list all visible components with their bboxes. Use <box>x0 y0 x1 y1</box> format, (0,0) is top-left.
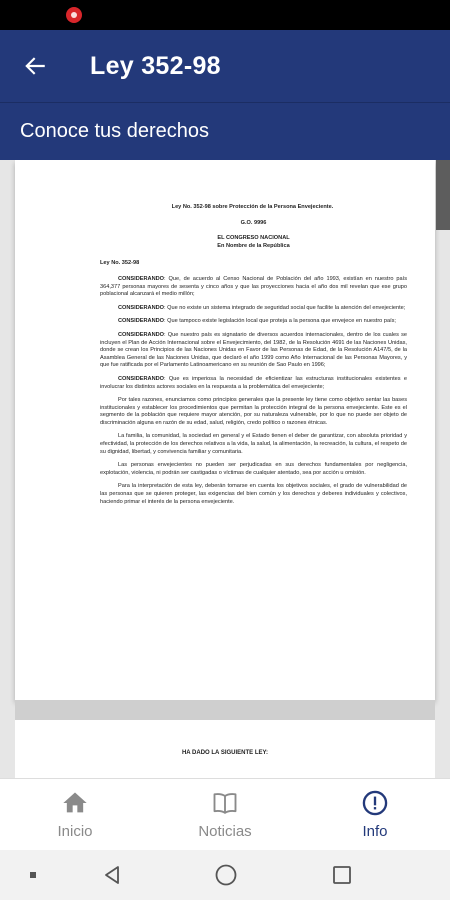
document-title: Ley No. 352-98 sobre Protección de la Persona Envejeciente. <box>171 204 334 210</box>
nav-item-inicio[interactable] <box>0 779 150 850</box>
nav-label-inicio: Inicio <box>57 823 93 840</box>
document-page-2 <box>15 720 435 778</box>
back-button[interactable] <box>0 30 70 102</box>
pdf-viewer[interactable] <box>0 160 450 778</box>
document-paragraph <box>100 332 407 370</box>
paragraph-text: : Que es imperiosa la necesidad de eficientizar las estructuras institucionales existentes e involucrar los distintos actores sociales en la respuesta a la problemática del envejeciente; <box>100 375 407 390</box>
paragraph-text: : Que, de acuerdo al Censo Nacional de Población del año 1993, existían en nuestro país 364,377 personas mayores de sesenta y cinco años y que las proyecciones hacia el año dos mil revelan que ese grupo poblacional alcanzará el medio millón; <box>100 275 407 298</box>
document-content <box>15 160 435 506</box>
document-paragraph <box>100 462 407 477</box>
congress-heading: EL CONGRESO NACIONAL <box>217 235 290 242</box>
square-recents-icon <box>331 864 353 886</box>
paragraph-label: CONSIDERANDO <box>118 331 164 338</box>
system-home-button[interactable] <box>206 850 246 900</box>
paragraph-label: CONSIDERANDO <box>118 375 164 382</box>
page2-heading: HA DADO LA SIGUIENTE LEY: <box>181 750 269 756</box>
document-page-1 <box>15 160 435 700</box>
system-recents-button[interactable] <box>322 850 362 900</box>
paragraph-text: : Que nuestro país es signatario de diversos acuerdos internacionales, dentro de los cuales se incluyen el Plan de Acción Internacional sobre el Envejecimiento, del 1982, de la Resolución 4691 de las Naciones Unidas, donde se crean los Principios de las Naciones Unidas en Favor de las Personas de Edad, de la Resolución A147/5, de la Asamblea General de las Naciones Unidas, que declaró el año 1999 como Año Internacional de las Personas Mayores, y que fue ratificada por el Parlamento Latinoamericano en su reunión de Sao Paulo en 1996; <box>100 331 407 369</box>
republic-heading: En Nombre de la República <box>217 242 290 249</box>
paragraph-text: Para la interpretación de esta ley, deberán tomarse en cuenta los objetivos sociales, el grado de vulnerabilidad de las personas que se quieren proteger, las exigencias del bien común y los derechos y deberes individuales y colectivos, haciendo primar el interés de la persona envejeciente. <box>100 483 407 505</box>
nav-label-info: Info <box>362 823 388 840</box>
section-header <box>0 102 450 160</box>
system-navigation-bar <box>0 850 450 900</box>
document-paragraph <box>100 318 407 326</box>
document-paragraph <box>100 276 407 299</box>
document-paragraph <box>100 397 407 427</box>
bottom-navigation <box>0 778 450 850</box>
paragraph-label: CONSIDERANDO <box>118 304 164 311</box>
nav-item-noticias[interactable] <box>150 779 300 850</box>
paragraph-label: CONSIDERANDO <box>118 275 164 282</box>
paragraph-text: : Que no existe un sistema integrado de seguridad social que facilite la atención del envejeciente; <box>164 304 406 311</box>
paragraph-text: : Que tampoco existe legislación local que proteja a la persona que envejece en nuestro país; <box>164 318 396 325</box>
triangle-back-icon <box>101 864 123 886</box>
app-bar <box>0 30 450 102</box>
paragraph-text: Por tales razones, enunciamos como principios generales que la presente ley tiene como objetivo sentar las bases institucionales y establecer los procedimientos que permitan la protección integral de la persona envejeciente. Este es el segmento de la población que requiere mayor atención, por su naturaleza vulnerable, por lo que no puede ser objeto de discriminación alguna en razón de su edad, salud, religión, credo político o razones étnicas. <box>100 397 407 426</box>
document-paragraph <box>100 433 407 456</box>
document-paragraphs <box>100 276 407 506</box>
circle-home-icon <box>214 863 238 887</box>
scrollbar-thumb[interactable] <box>436 160 450 230</box>
gazette-number: G.O. 9996 <box>240 219 267 226</box>
document-paragraph <box>100 305 407 313</box>
nav-label-noticias: Noticias <box>198 823 252 840</box>
section-title: Conoce tus derechos <box>20 120 210 142</box>
page-gap <box>15 700 435 720</box>
arrow-left-icon <box>22 53 48 79</box>
system-back-button[interactable] <box>92 850 132 900</box>
page-title: Ley 352-98 <box>90 51 221 80</box>
law-reference: Ley No. 352-98 <box>100 260 140 267</box>
paragraph-label: CONSIDERANDO <box>118 318 164 325</box>
status-bar <box>0 0 450 30</box>
nav-item-info[interactable] <box>300 779 450 850</box>
paragraph-text: La familia, la comunidad, la sociedad en general y el Estado tienen el deber de garantizar, con absoluta prioridad y efectividad, la protección de los derechos relativos a la vida, la salud, la alimentación, la recreación, la cultura, el respeto de su dignidad, libertad, y convivencia familiar y comunitaria. <box>100 433 407 455</box>
info-icon <box>361 789 389 817</box>
dot-icon <box>28 870 38 880</box>
notification-icon <box>66 7 82 23</box>
document-paragraph <box>100 483 407 506</box>
document-paragraph <box>100 376 407 391</box>
book-icon <box>211 789 239 817</box>
home-icon <box>61 789 89 817</box>
paragraph-text: Las personas envejecientes no pueden ser perjudicadas en sus derechos fundamentales por negligencia, explotación, violencia, ni podrán ser castigadas o víctimas de cualquier atentado, sea por acción u omisión. <box>100 462 407 476</box>
menu-dot-button[interactable] <box>18 850 48 900</box>
